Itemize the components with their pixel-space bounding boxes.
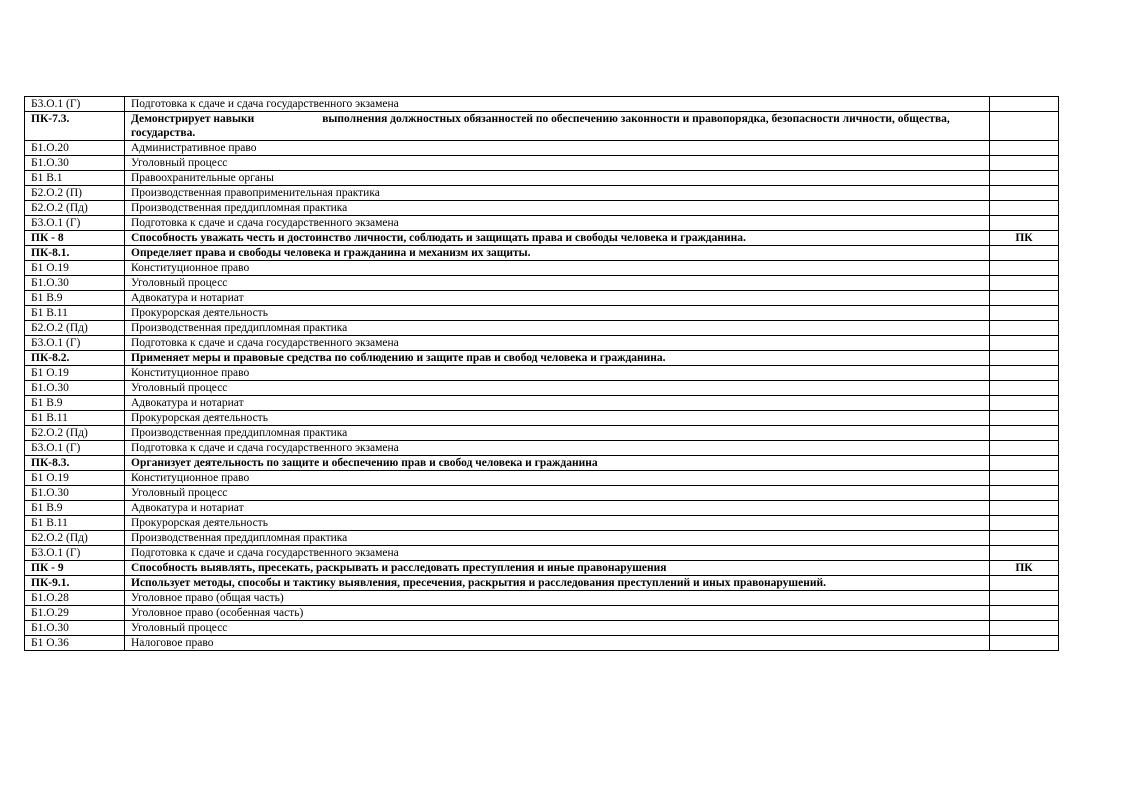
mark-cell [990, 501, 1059, 516]
description-cell: Подготовка к сдаче и сдача государственного экзамена [125, 336, 990, 351]
competency-row [25, 246, 1059, 261]
code-cell: Б2.О.2 (Пд) [25, 531, 125, 546]
description-cell: Определяет права и свободы человека и гражданина и механизм их защиты. [125, 246, 990, 261]
description-cell: Подготовка к сдаче и сдача государственного экзамена [125, 546, 990, 561]
code-cell: Б3.О.1 (Г) [25, 546, 125, 561]
mark-cell [990, 606, 1059, 621]
mark-cell [990, 486, 1059, 501]
code-cell: ПК - 8 [25, 231, 125, 246]
mark-cell [990, 201, 1059, 216]
description-cell: Способность выявлять, пресекать, раскрывать и расследовать преступления и иные правонарушения [125, 561, 990, 576]
discipline-row [25, 306, 1059, 321]
code-cell: Б1.О.30 [25, 156, 125, 171]
code-cell: ПК - 9 [25, 561, 125, 576]
description-cell: Использует методы, способы и тактику выявления, пресечения, раскрытия и расследования преступлений и иных правонарушений. [125, 576, 990, 591]
mark-cell [990, 366, 1059, 381]
description-cell: Уголовное право (общая часть) [125, 591, 990, 606]
mark-cell [990, 621, 1059, 636]
description-cell: Уголовный процесс [125, 381, 990, 396]
description-cell: Производственная преддипломная практика [125, 426, 990, 441]
discipline-row [25, 426, 1059, 441]
mark-cell [990, 516, 1059, 531]
code-cell: ПК-8.1. [25, 246, 125, 261]
mark-cell [990, 351, 1059, 366]
code-cell: Б3.О.1 (Г) [25, 216, 125, 231]
competency-row [25, 231, 1059, 246]
competency-row [25, 456, 1059, 471]
description-cell: Производственная преддипломная практика [125, 201, 990, 216]
discipline-row [25, 606, 1059, 621]
discipline-row [25, 501, 1059, 516]
mark-cell [990, 141, 1059, 156]
code-cell: Б1 В.1 [25, 171, 125, 186]
mark-cell [990, 186, 1059, 201]
document-page [24, 96, 1058, 651]
code-cell: Б1.О.30 [25, 381, 125, 396]
discipline-row [25, 411, 1059, 426]
discipline-row [25, 471, 1059, 486]
discipline-row [25, 636, 1059, 651]
code-cell: Б1.О.28 [25, 591, 125, 606]
code-cell: ПК-7.3. [25, 112, 125, 141]
discipline-row [25, 291, 1059, 306]
code-cell: Б1 В.11 [25, 411, 125, 426]
description-cell: Уголовный процесс [125, 276, 990, 291]
description-cell: Адвокатура и нотариат [125, 291, 990, 306]
competency-row [25, 351, 1059, 366]
mark-cell [990, 576, 1059, 591]
discipline-row [25, 516, 1059, 531]
description-cell: Адвокатура и нотариат [125, 501, 990, 516]
mark-cell [990, 112, 1059, 141]
mark-cell [990, 321, 1059, 336]
code-cell: Б1 О.19 [25, 471, 125, 486]
description-cell: Подготовка к сдаче и сдача государственного экзамена [125, 97, 990, 112]
description-cell: Уголовный процесс [125, 621, 990, 636]
competency-row [25, 561, 1059, 576]
discipline-row [25, 441, 1059, 456]
mark-cell [990, 411, 1059, 426]
code-cell: Б2.О.2 (Пд) [25, 321, 125, 336]
description-cell: Налоговое право [125, 636, 990, 651]
code-cell: Б1.О.29 [25, 606, 125, 621]
code-cell: Б1.О.30 [25, 621, 125, 636]
description-cell: Способность уважать честь и достоинство личности, соблюдать и защищать права и свободы человека и гражданина. [125, 231, 990, 246]
mark-cell [990, 276, 1059, 291]
code-cell: ПК-9.1. [25, 576, 125, 591]
code-cell: ПК-8.2. [25, 351, 125, 366]
code-cell: Б2.О.2 (Пд) [25, 426, 125, 441]
discipline-row [25, 186, 1059, 201]
competency-row [25, 576, 1059, 591]
mark-cell [990, 456, 1059, 471]
code-cell: Б1 В.11 [25, 306, 125, 321]
description-cell: Конституционное право [125, 366, 990, 381]
description-cell: Применяет меры и правовые средства по соблюдению и защите прав и свобод человека и гражданина. [125, 351, 990, 366]
mark-cell [990, 546, 1059, 561]
code-cell: Б1 В.9 [25, 291, 125, 306]
mark-cell [990, 426, 1059, 441]
discipline-row [25, 156, 1059, 171]
mark-cell: ПК [990, 231, 1059, 246]
code-cell: Б2.О.2 (Пд) [25, 201, 125, 216]
mark-cell: ПК [990, 561, 1059, 576]
description-part-b: выполнения должностных обязанностей по обеспечению законности и правопорядка, безопасности личности, общества, государства. [131, 113, 950, 139]
code-cell: Б1 О.19 [25, 261, 125, 276]
code-cell: Б3.О.1 (Г) [25, 441, 125, 456]
code-cell: Б1.О.30 [25, 276, 125, 291]
discipline-row [25, 321, 1059, 336]
description-cell: Уголовное право (особенная часть) [125, 606, 990, 621]
code-cell: Б1 О.36 [25, 636, 125, 651]
description-cell: Уголовный процесс [125, 156, 990, 171]
discipline-row [25, 486, 1059, 501]
code-cell: Б3.О.1 (Г) [25, 97, 125, 112]
code-cell: Б1.О.20 [25, 141, 125, 156]
discipline-row [25, 366, 1059, 381]
description-cell [125, 112, 990, 141]
mark-cell [990, 291, 1059, 306]
mark-cell [990, 471, 1059, 486]
code-cell: Б3.О.1 (Г) [25, 336, 125, 351]
description-cell: Конституционное право [125, 261, 990, 276]
description-cell: Производственная правоприменительная практика [125, 186, 990, 201]
mark-cell [990, 441, 1059, 456]
discipline-row [25, 276, 1059, 291]
mark-cell [990, 636, 1059, 651]
description-cell: Организует деятельность по защите и обеспечению прав и свобод человека и гражданина [125, 456, 990, 471]
code-cell: Б1 В.9 [25, 396, 125, 411]
discipline-row [25, 201, 1059, 216]
code-cell: Б1 О.19 [25, 366, 125, 381]
code-cell: ПК-8.3. [25, 456, 125, 471]
description-cell: Адвокатура и нотариат [125, 396, 990, 411]
mark-cell [990, 591, 1059, 606]
code-cell: Б1 В.11 [25, 516, 125, 531]
description-cell: Подготовка к сдаче и сдача государственного экзамена [125, 441, 990, 456]
description-cell: Прокурорская деятельность [125, 306, 990, 321]
description-part-a: Демонстрирует навыки [131, 113, 255, 125]
mark-cell [990, 171, 1059, 186]
discipline-row [25, 261, 1059, 276]
description-cell: Производственная преддипломная практика [125, 321, 990, 336]
description-cell: Подготовка к сдаче и сдача государственного экзамена [125, 216, 990, 231]
description-cell: Прокурорская деятельность [125, 411, 990, 426]
discipline-row [25, 591, 1059, 606]
discipline-row [25, 531, 1059, 546]
mark-cell [990, 396, 1059, 411]
discipline-row [25, 336, 1059, 351]
mark-cell [990, 246, 1059, 261]
mark-cell [990, 216, 1059, 231]
discipline-row [25, 381, 1059, 396]
description-cell: Уголовный процесс [125, 486, 990, 501]
mark-cell [990, 306, 1059, 321]
description-cell: Производственная преддипломная практика [125, 531, 990, 546]
mark-cell [990, 261, 1059, 276]
description-cell: Прокурорская деятельность [125, 516, 990, 531]
competency-row [25, 112, 1059, 141]
table-body [25, 97, 1059, 651]
mark-cell [990, 156, 1059, 171]
competency-table [24, 96, 1059, 651]
discipline-row [25, 171, 1059, 186]
description-cell: Правоохранительные органы [125, 171, 990, 186]
discipline-row [25, 396, 1059, 411]
description-cell: Конституционное право [125, 471, 990, 486]
description-cell: Административное право [125, 141, 990, 156]
discipline-row [25, 621, 1059, 636]
discipline-row [25, 141, 1059, 156]
mark-cell [990, 97, 1059, 112]
code-cell: Б1.О.30 [25, 486, 125, 501]
mark-cell [990, 381, 1059, 396]
discipline-row [25, 546, 1059, 561]
discipline-row [25, 216, 1059, 231]
mark-cell [990, 336, 1059, 351]
code-cell: Б1 В.9 [25, 501, 125, 516]
code-cell: Б2.О.2 (П) [25, 186, 125, 201]
discipline-row [25, 97, 1059, 112]
mark-cell [990, 531, 1059, 546]
